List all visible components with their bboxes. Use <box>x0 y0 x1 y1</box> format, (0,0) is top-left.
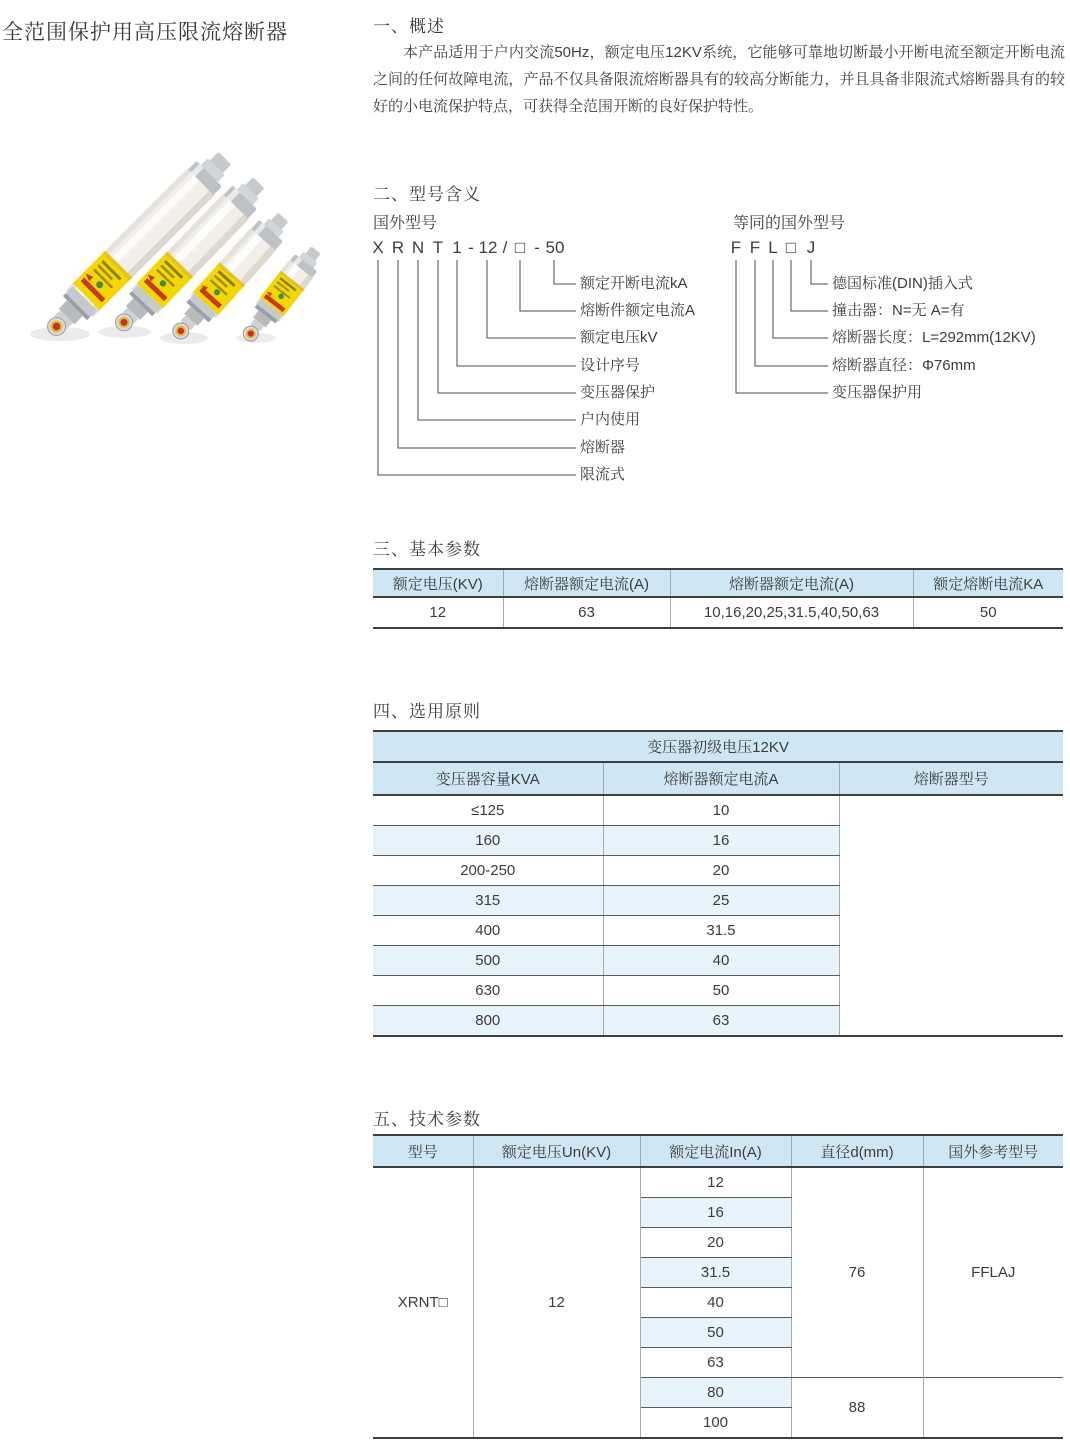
section-heading-tech: 五、技术参数 <box>373 1110 481 1129</box>
table-header-cell: 熔断器额定电流(A) <box>670 569 913 597</box>
model-annotation: 撞击器：N=无 A=有 <box>832 302 965 319</box>
table-group-header: 变压器初级电压12KV <box>373 731 1063 762</box>
model-symbol: F <box>730 238 742 257</box>
model-annotation: 熔断器 <box>580 439 626 456</box>
domestic-model-label: 国外型号 <box>373 215 438 232</box>
model-annotation: 限流式 <box>580 466 626 483</box>
table-cell: 200-250 <box>373 856 603 886</box>
table-cell: 31.5 <box>603 916 839 946</box>
model-symbol: J <box>806 238 816 257</box>
model-symbol: R <box>391 238 405 257</box>
table-cell: ≤125 <box>373 795 603 826</box>
model-symbol: T <box>432 238 444 257</box>
table-cell-voltage: 12 <box>473 1167 640 1438</box>
product-photo-fuses <box>8 138 368 363</box>
table-cell: 50 <box>603 976 839 1006</box>
table-cell: 160 <box>373 826 603 856</box>
table-cell: 100 <box>640 1408 791 1439</box>
overview-paragraph: 本产品适用于户内交流50Hz，额定电压12KV系统，它能够可靠地切断最小开断电流至额定开断电流之间的任何故障电流，产品不仅具备限流熔断器具有的较高分断能力，并且具备非限流式熔断器具有的较好的小电流保护特点，可获得全范围开断的良好保护特性。 <box>373 44 1065 115</box>
table-cell: 63 <box>603 1006 839 1037</box>
table-cell-model: XRNT□ <box>373 1167 473 1438</box>
table-cell: 500 <box>373 946 603 976</box>
model-symbol: L <box>768 238 778 257</box>
model-annotation: 额定电压kV <box>580 329 658 346</box>
model-annotation: 额定开断电流kA <box>580 275 688 292</box>
model-symbol: - <box>534 238 540 257</box>
table-cell: 630 <box>373 976 603 1006</box>
table-cell: 800 <box>373 1006 603 1037</box>
section-heading-overview: 一、概述 <box>373 17 445 36</box>
table-header-cell: 熔断器额定电流(A) <box>503 569 670 597</box>
model-symbol: X <box>372 238 384 257</box>
section-heading-selection: 四、选用原则 <box>373 702 481 721</box>
model-symbol: / <box>502 238 508 257</box>
table-cell-merged-empty <box>923 1378 1063 1439</box>
model-symbol: N <box>411 238 425 257</box>
table-cell: 12 <box>373 597 503 628</box>
table-cell: 63 <box>640 1348 791 1378</box>
table-header-cell: 熔断器型号 <box>839 762 1063 795</box>
model-annotation: 设计序号 <box>580 357 641 374</box>
model-symbol: 50 <box>545 238 565 257</box>
table-cell: 16 <box>640 1198 791 1228</box>
table-header-cell: 熔断器额定电流A <box>603 762 839 795</box>
model-annotation: 熔断器长度：L=292mm(12KV) <box>832 329 1036 346</box>
table-cell: 315 <box>373 886 603 916</box>
model-symbol: 12 <box>478 238 498 257</box>
table-cell-diameter: 76 <box>791 1167 923 1378</box>
table-cell: 63 <box>503 597 670 628</box>
table-cell: 12 <box>640 1167 791 1198</box>
table-header-cell: 直径d(mm) <box>791 1135 923 1167</box>
page-title: 全范围保护用高压限流熔断器 <box>2 21 288 44</box>
table-cell-diameter: 88 <box>791 1378 923 1439</box>
table-cell: 50 <box>640 1318 791 1348</box>
model-symbol: □ <box>785 238 797 257</box>
table-header-cell: 额定电压Un(KV) <box>473 1135 640 1167</box>
equivalent-model-label: 等同的国外型号 <box>733 215 846 232</box>
tech-params-table <box>373 1134 1063 1439</box>
model-symbol: 1 <box>452 238 462 257</box>
model-annotation: 熔断件额定电流A <box>580 302 696 319</box>
selection-table <box>373 730 1063 1037</box>
table-cell: 20 <box>640 1228 791 1258</box>
table-header-cell: 额定电流In(A) <box>640 1135 791 1167</box>
table-header-cell: 额定电压(KV) <box>373 569 503 597</box>
table-cell: 400 <box>373 916 603 946</box>
table-cell: 10 <box>603 795 839 826</box>
table-header-cell: 变压器容量KVA <box>373 762 603 795</box>
table-header-cell: 额定熔断电流KA <box>913 569 1063 597</box>
model-annotation: 变压器保护用 <box>832 384 923 401</box>
model-annotation: 熔断器直径：Φ76mm <box>832 357 976 374</box>
table-cell: 20 <box>603 856 839 886</box>
table-cell: 50 <box>913 597 1063 628</box>
table-cell: 31.5 <box>640 1258 791 1288</box>
table-cell: 40 <box>603 946 839 976</box>
table-cell: 25 <box>603 886 839 916</box>
table-cell: 10,16,20,25,31.5,40,50,63 <box>670 597 913 628</box>
table-cell-merged-empty <box>839 795 1063 1036</box>
basic-params-table <box>373 568 1063 629</box>
model-symbol: - <box>468 238 474 257</box>
model-symbol: □ <box>514 238 526 257</box>
table-cell: 40 <box>640 1288 791 1318</box>
section-heading-basic: 三、基本参数 <box>373 540 481 559</box>
model-annotation: 户内使用 <box>580 411 641 428</box>
table-cell-ref-model: FFLAJ <box>971 1264 1016 1281</box>
model-symbol: F <box>749 238 761 257</box>
table-cell: 80 <box>640 1378 791 1408</box>
model-annotation: 德国标准(DIN)插入式 <box>832 275 973 292</box>
table-header-cell: 国外参考型号 <box>923 1135 1063 1167</box>
section-heading-model: 二、型号含义 <box>373 185 481 204</box>
model-annotation: 变压器保护 <box>580 384 656 401</box>
table-header-cell: 型号 <box>373 1135 473 1167</box>
table-cell: 16 <box>603 826 839 856</box>
